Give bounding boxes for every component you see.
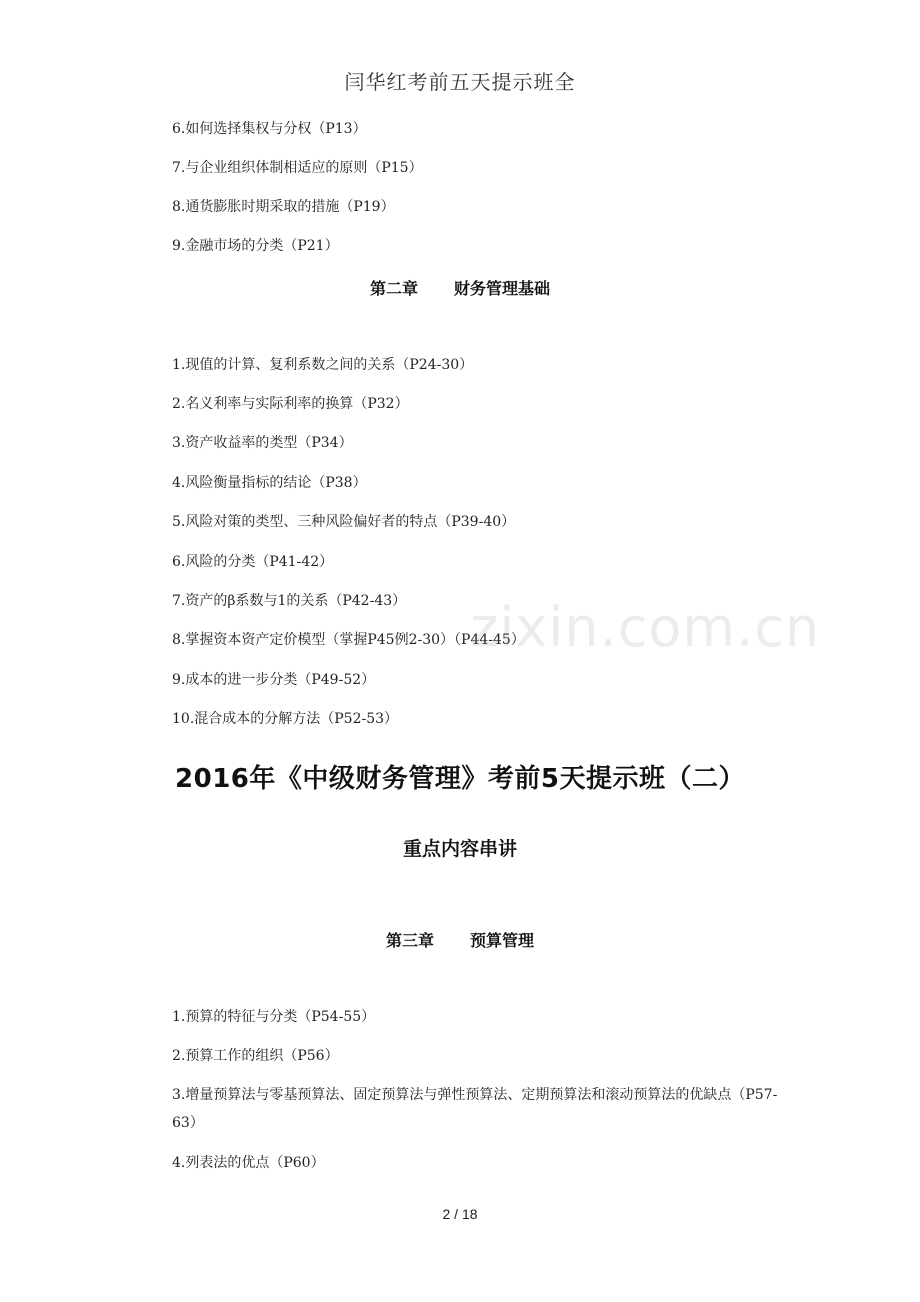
section-title: 2016年《中级财务管理》考前5天提示班（二） xyxy=(175,764,745,794)
list-item: 2.名义利率与实际利率的换算（P32） xyxy=(172,396,409,412)
list-item: 4.风险衡量指标的结论（P38） xyxy=(172,475,367,491)
list-item: 10.混合成本的分解方法（P52-53） xyxy=(172,711,399,727)
list-item: 7.资产的β系数与1的关系（P42-43） xyxy=(172,593,407,609)
list-item: 1.现值的计算、复利系数之间的关系（P24-30） xyxy=(172,357,474,373)
chapter-heading xyxy=(0,928,920,951)
list-item: 1.预算的特征与分类（P54-55） xyxy=(172,1009,376,1025)
chapter-name: 预算管理 xyxy=(470,931,535,950)
page-number: 2 / 18 xyxy=(442,1206,478,1222)
list-item: 9.成本的进一步分类（P49-52） xyxy=(172,672,376,688)
list-item: 8.通货膨胀时期采取的措施（P19） xyxy=(172,199,395,215)
chapter-heading xyxy=(0,276,920,299)
list-item: 7.与企业组织体制相适应的原则（P15） xyxy=(172,160,423,176)
chapter-number: 第二章 xyxy=(369,279,418,298)
list-item: 9.金融市场的分类（P21） xyxy=(172,238,339,254)
chapter-number: 第三章 xyxy=(385,931,434,950)
list-item: 6.如何选择集权与分权（P13） xyxy=(172,121,367,137)
chapter-name: 财务管理基础 xyxy=(454,279,551,298)
list-item: 5.风险对策的类型、三种风险偏好者的特点（P39-40） xyxy=(172,514,516,530)
list-item: 3.资产收益率的类型（P34） xyxy=(172,435,353,451)
list-item: 4.列表法的优点（P60） xyxy=(172,1155,325,1171)
section-subtitle: 重点内容串讲 xyxy=(402,838,517,860)
document-header: 闫华红考前五天提示班全 xyxy=(344,70,576,94)
list-item: 6.风险的分类（P41-42） xyxy=(172,554,334,570)
list-item: 2.预算工作的组织（P56） xyxy=(172,1048,339,1064)
watermark: zixin.com.cn xyxy=(470,596,821,659)
list-item: 3.增量预算法与零基预算法、固定预算法与弹性预算法、定期预算法和滚动预算法的优缺点（P57-63） xyxy=(172,1087,778,1131)
list-item: 8.掌握资本资产定价模型（掌握P45例2-30）（P44-45） xyxy=(172,632,525,648)
